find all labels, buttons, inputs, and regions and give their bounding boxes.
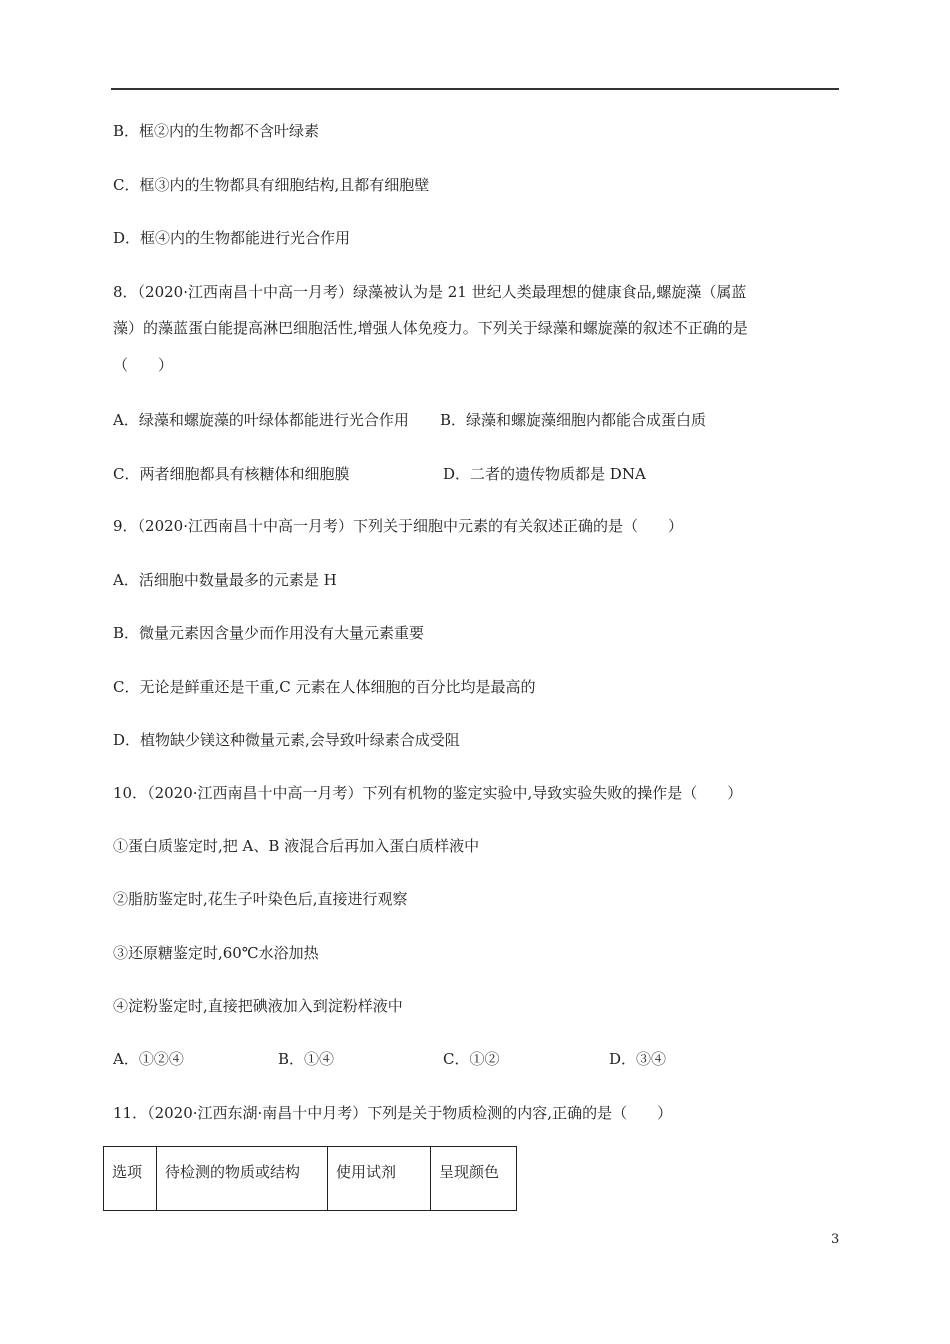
q9-option-c: C．无论是鲜重还是干重,C 元素在人体细胞的百分比均是最高的: [113, 678, 536, 696]
q8-option-d: D．二者的遗传物质都是 DNA: [443, 465, 646, 483]
q9-option-d: D．植物缺少镁这种微量元素,会导致叶绿素合成受阻: [113, 731, 460, 749]
q10-item-3: ③还原糖鉴定时,60℃水浴加热: [113, 944, 319, 962]
q10-option-b: B．①④: [278, 1050, 335, 1068]
q11-table: [103, 1146, 517, 1211]
table-header-cell: 使用试剂: [328, 1147, 431, 1211]
page-number: 3: [831, 1232, 840, 1247]
q7-option-d: D．框④内的生物都能进行光合作用: [113, 229, 351, 247]
q8-stem-line2: 藻）的藻蓝蛋白能提高淋巴细胞活性,增强人体免疫力。下列关于绿藻和螺旋藻的叙述不正确的是: [113, 319, 748, 337]
q10-item-4: ④淀粉鉴定时,直接把碘液加入到淀粉样液中: [113, 997, 403, 1015]
table-header-cell: 呈现颜色: [431, 1147, 517, 1211]
header-rule: [111, 88, 839, 90]
q7-option-c: C．框③内的生物都具有细胞结构,且都有细胞壁: [113, 176, 430, 194]
q10-item-1: ①蛋白质鉴定时,把 A、B 液混合后再加入蛋白质样液中: [113, 837, 480, 855]
q11-stem: 11．（2020·江西东湖·南昌十中月考）下列是关于物质检测的内容,正确的是（ ）: [113, 1104, 673, 1122]
q9-option-a: A．活细胞中数量最多的元素是 H: [113, 571, 337, 589]
q8-option-b: B．绿藻和螺旋藻细胞内都能合成蛋白质: [440, 411, 707, 429]
q10-option-d: D．③④: [609, 1050, 667, 1068]
table-header-row: [104, 1147, 517, 1211]
q7-option-b: B．框②内的生物都不含叶绿素: [113, 122, 320, 140]
q10-option-a: A．①②④: [113, 1050, 184, 1068]
q8-option-a: A．绿藻和螺旋藻的叶绿体都能进行光合作用: [113, 411, 409, 429]
table-header-cell: 待检测的物质或结构: [157, 1147, 328, 1211]
q10-item-2: ②脂肪鉴定时,花生子叶染色后,直接进行观察: [113, 890, 408, 908]
q9-option-b: B．微量元素因含量少而作用没有大量元素重要: [113, 624, 425, 642]
q8-stem-line3: （ ）: [113, 356, 174, 374]
q10-stem: 10．（2020·江西南昌十中高一月考）下列有机物的鉴定实验中,导致实验失败的操作是（ ）: [113, 784, 743, 802]
q9-stem: 9．（2020·江西南昌十中高一月考）下列关于细胞中元素的有关叙述正确的是（ ）: [113, 517, 683, 535]
q10-option-c: C．①②: [443, 1050, 500, 1068]
table-header-cell: 选项: [104, 1147, 157, 1211]
q10-options: [113, 1049, 813, 1069]
q8-stem-line1: 8．（2020·江西南昌十中高一月考）绿藻被认为是 21 世纪人类最理想的健康食品,螺旋藻（属蓝: [113, 283, 747, 301]
q8-option-c: C．两者细胞都具有核糖体和细胞膜: [113, 465, 350, 483]
